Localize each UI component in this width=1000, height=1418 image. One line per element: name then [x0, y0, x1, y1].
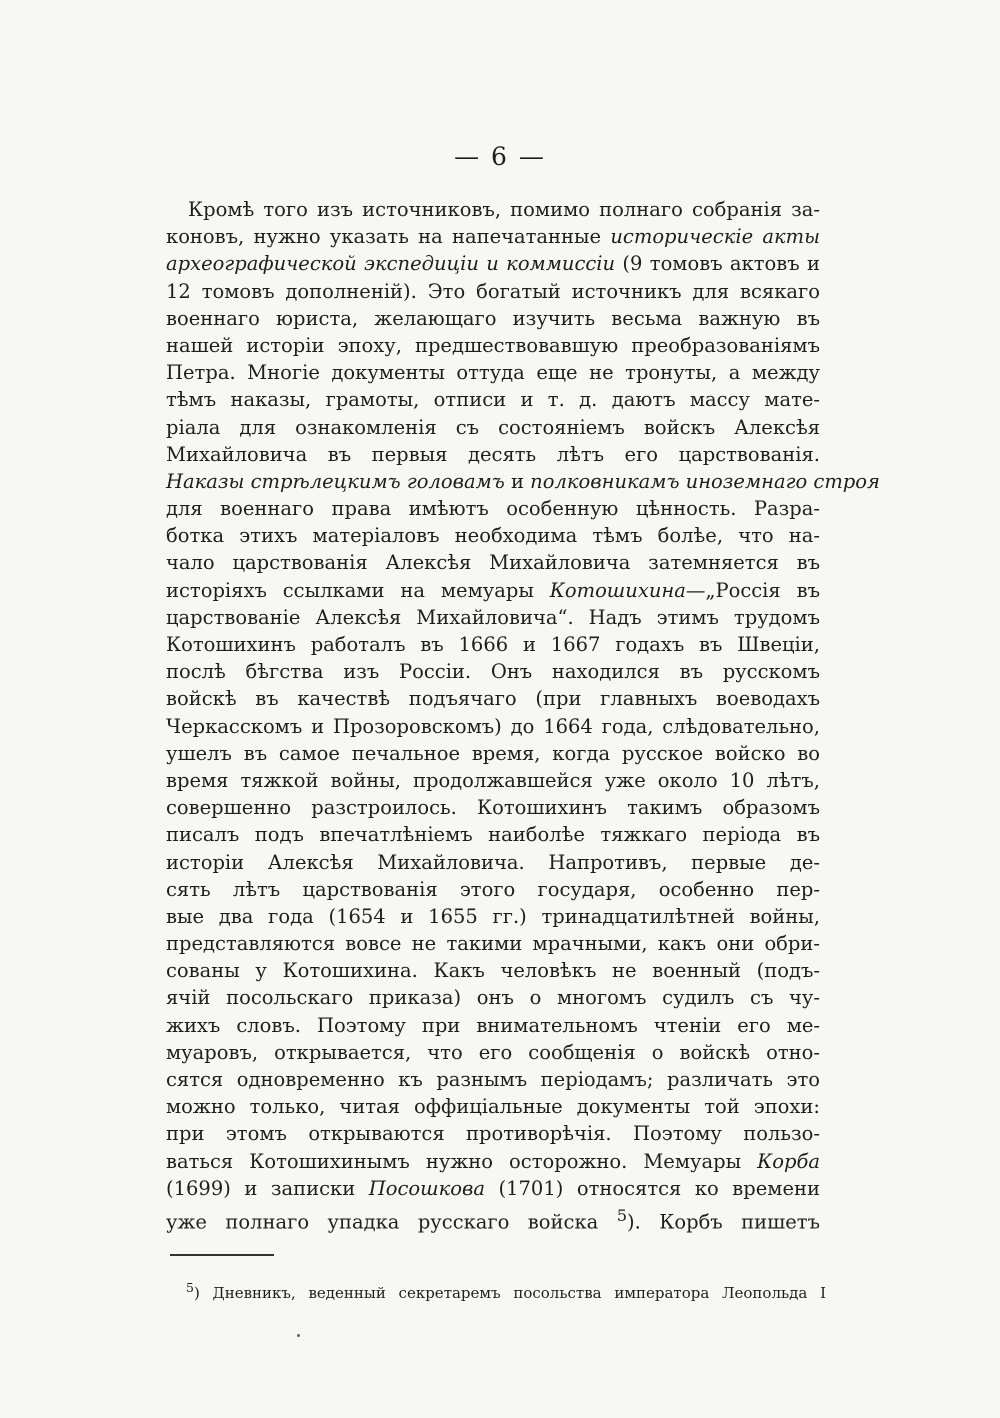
- text-line: коновъ, нужно указать на напечатанные историческіе акты: [166, 225, 820, 249]
- text-line: время тяжкой войны, продолжавшейся уже около 10 лѣтъ,: [166, 768, 820, 792]
- text-line: послѣ бѣгства изъ Россіи. Онъ находился въ русскомъ: [166, 660, 820, 684]
- footnote-rule: [170, 1254, 274, 1256]
- page-number: — 6 —: [454, 142, 546, 171]
- text-line: Михайловича въ первыя десять лѣтъ его царствованія.: [166, 442, 820, 466]
- text-line: Наказы стрѣлецкимъ головамъ и полковникамъ иноземнаго строя: [166, 469, 880, 493]
- text-line: археографической экспедиціи и коммиссіи (9 томовъ актовъ и: [166, 252, 820, 276]
- text-line: исторіяхъ ссылками на мемуары Котошихина—„Россія въ: [166, 578, 820, 602]
- text-line: тѣмъ наказы, грамоты, отписи и т. д. даютъ массу мате-: [166, 388, 820, 412]
- text-line: уже полнаго упадка русскаго войска $^5$). Корбъ пишетъ: [166, 1205, 820, 1234]
- text-line: сять лѣтъ царствованія этого государя, особенно пер-: [166, 877, 820, 901]
- text-line: войскѣ въ качествѣ подъячаго (при главныхъ воеводахъ: [166, 687, 820, 711]
- text-line: ушелъ въ самое печальное время, когда русское войско во: [166, 741, 820, 765]
- text-line: нашей исторіи эпоху, предшествовавшую преобразованіямъ: [166, 333, 820, 357]
- footnote: $^5$) Дневникъ, веденный секретаремъ посольства императора Леопольда I: [186, 1280, 826, 1302]
- text-line: Котошихинъ работалъ въ 1666 и 1667 годахъ въ Швеціи,: [166, 633, 820, 656]
- text-line: вые два года (1654 и 1655 гг.) тринадцатилѣтней войны,: [166, 904, 820, 928]
- text-line: царствованіе Алексѣя Михайловича“. Надъ этимъ трудомъ: [166, 605, 820, 629]
- text-line: военнаго юриста, желающаго изучить весьма важную въ: [166, 306, 820, 330]
- text-line: Кромѣ того изъ источниковъ, помимо полнаго собранія за-: [188, 198, 820, 221]
- text-line: Черкасскомъ и Прозоровскомъ) до 1664 года, слѣдовательно,: [166, 714, 820, 738]
- scan-speck: [297, 1334, 300, 1337]
- text-line: совершенно разстроилось. Котошихинъ такимъ образомъ: [166, 796, 820, 820]
- text-line: представляются вовсе не такими мрачными, какъ они обри-: [166, 932, 820, 956]
- text-line: жихъ словъ. Поэтому при внимательномъ чтеніи его ме-: [166, 1013, 820, 1037]
- text-line: ботка этихъ матеріаловъ необходима тѣмъ болѣе, что на-: [166, 524, 820, 548]
- text-line: ріала для ознакомленія съ состояніемъ войскъ Алексѣя: [166, 415, 820, 439]
- text-line: писалъ подъ впечатлѣніемъ наиболѣе тяжкаго періода въ: [166, 823, 820, 847]
- text-line: 12 томовъ дополненій). Это богатый источникъ для всякаго: [166, 279, 820, 303]
- text-line: чало царствованія Алексѣя Михайловича затемняется въ: [166, 551, 820, 575]
- text-line: сятся одновременно къ разнымъ періодамъ; различать это: [166, 1068, 820, 1091]
- text-line: ваться Котошихинымъ нужно осторожно. Мемуары Корба: [166, 1149, 820, 1173]
- text-line: можно только, читая оффиціальные документы той эпохи:: [166, 1095, 820, 1119]
- text-line: для военнаго права имѣютъ особенную цѣнность. Разра-: [166, 497, 820, 521]
- text-line: исторіи Алексѣя Михайловича. Напротивъ, первые де-: [166, 850, 820, 874]
- text-line: муаровъ, открывается, что его сообщенія о войскѣ отно-: [166, 1040, 820, 1064]
- text-line: при этомъ открываются противорѣчія. Поэтому пользо-: [166, 1122, 820, 1146]
- text-line: ячій посольскаго приказа) онъ о многомъ судилъ съ чу-: [166, 986, 820, 1010]
- text-line: сованы у Котошихина. Какъ человѣкъ не военный (подъ-: [166, 959, 820, 983]
- text-line: (1699) и записки Посошкова (1701) относятся ко времени: [166, 1176, 820, 1200]
- body-text: [166, 196, 880, 1234]
- text-line: Петра. Многіе документы оттуда еще не тронуты, а между: [166, 361, 820, 385]
